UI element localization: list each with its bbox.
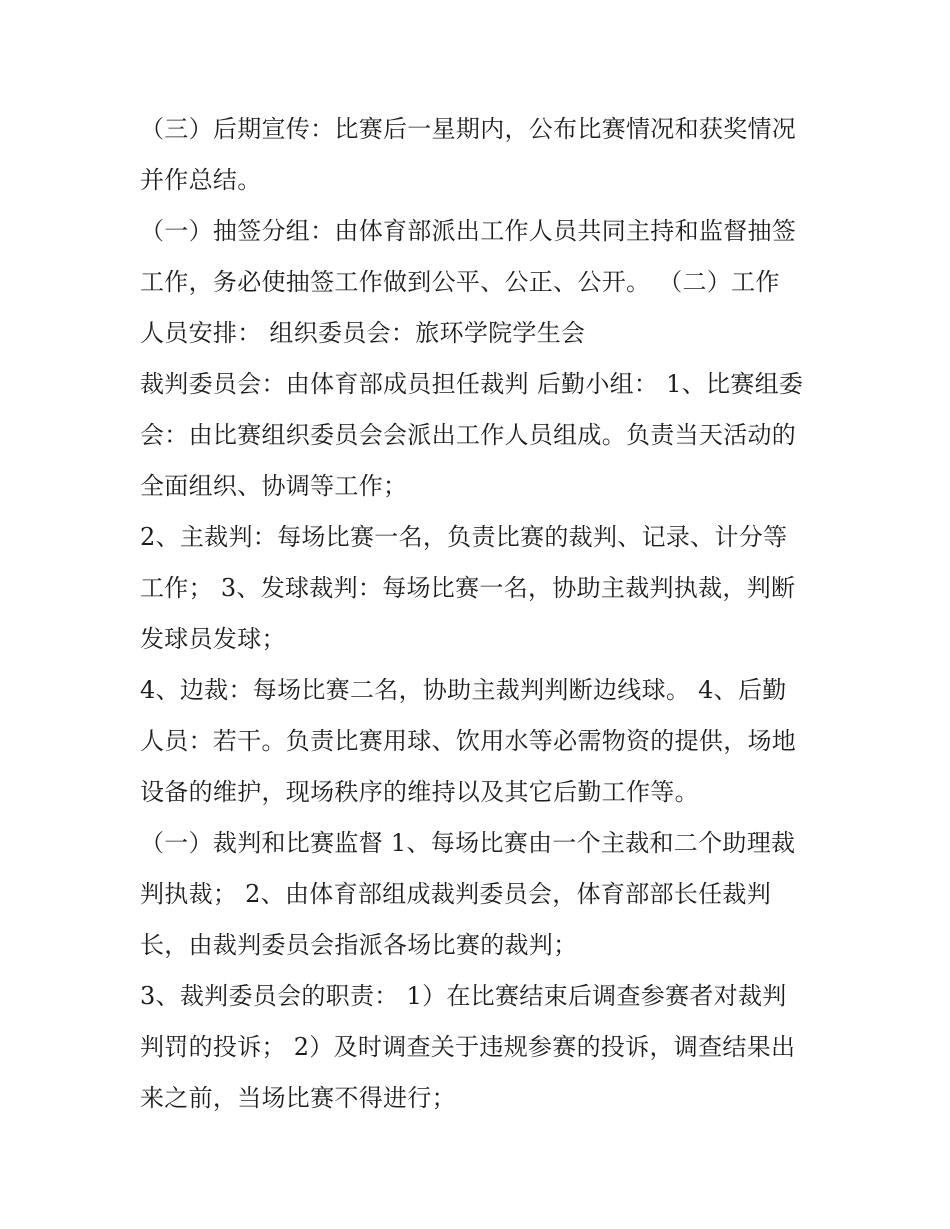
text-line-4: 工作，务必使抽签工作做到公平、公正、公开。 （二）工作 (140, 268, 780, 296)
text-line-6: 裁判委员会：由体育部成员担任裁判 后勤小组： 1、比赛组委 (140, 370, 804, 398)
text-line-5: 人员安排： 组织委员会：旅环学院学生会 (140, 319, 586, 347)
text-line-20: 来之前，当场比赛不得进行； (140, 1084, 456, 1112)
text-line-11: 发球员发球； (140, 625, 286, 653)
text-line-3: （一）抽签分组：由体育部派出工作人员共同主持和监督抽签 (140, 217, 797, 245)
text-line-16: 判执裁； 2、由体育部组成裁判委员会，体育部部长任裁判 (140, 880, 771, 908)
text-line-10: 工作； 3、发球裁判：每场比赛一名，协助主裁判执裁，判断 (140, 574, 796, 602)
text-line-7: 会：由比赛组织委员会会派出工作人员组成。负责当天活动的 (140, 421, 797, 449)
text-line-15: （一）裁判和比赛监督 1、每场比赛由一个主裁和二个助理裁 (140, 829, 796, 857)
text-line-13: 人员：若干。负责比赛用球、饮用水等必需物资的提供，场地 (140, 727, 797, 755)
text-line-17: 长，由裁判委员会指派各场比赛的裁判； (140, 931, 578, 959)
text-line-8: 全面组织、协调等工作； (140, 472, 408, 500)
document-body (140, 104, 820, 1124)
text-line-12: 4、边裁：每场比赛二名，协助主裁判判断边线球。 4、后勤 (140, 676, 787, 704)
text-line-2: 并作总结。 (140, 166, 262, 194)
text-line-18: 3、裁判委员会的职责： 1）在比赛结束后调查参赛者对裁判 (140, 982, 787, 1010)
text-line-1: （三）后期宣传：比赛后一星期内，公布比赛情况和获奖情况 (140, 115, 797, 143)
text-line-19: 判罚的投诉； 2）及时调查关于违规参赛的投诉，调查结果出 (140, 1033, 796, 1061)
text-line-9: 2、主裁判：每场比赛一名，负责比赛的裁判、记录、计分等 (140, 523, 788, 551)
text-line-14: 设备的维护，现场秩序的维持以及其它后勤工作等。 (140, 778, 699, 806)
